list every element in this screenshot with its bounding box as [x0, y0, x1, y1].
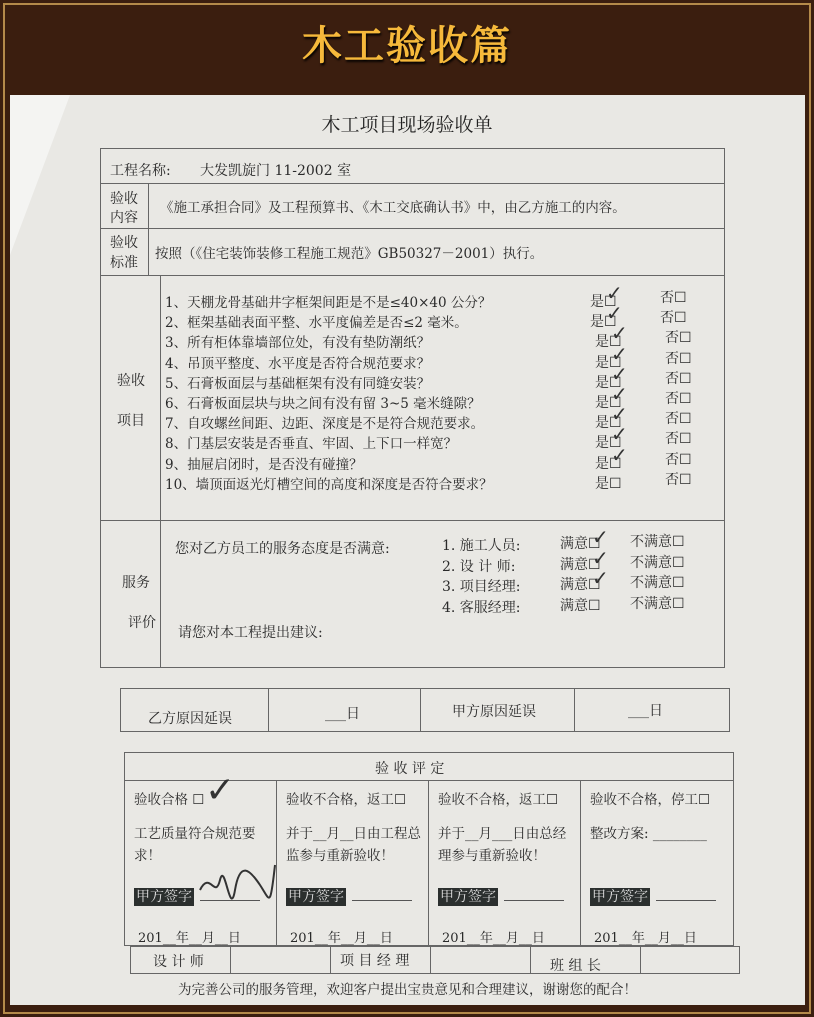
handwritten-signature — [190, 860, 280, 930]
no-checkbox[interactable]: 否☐ — [665, 350, 692, 367]
evaluation-title: 验 收 评 定 — [375, 761, 445, 777]
service-role: 1. 施工人员: — [442, 538, 521, 554]
service-question: 您对乙方员工的服务态度是否满意: — [175, 541, 390, 557]
standard-text: 按照（《住宅装饰装修工程施工规范》GB50327－2001）执行。 — [155, 246, 544, 262]
yes-checkbox[interactable]: 是☐ — [595, 334, 622, 351]
no-checkbox[interactable]: 否☐ — [665, 451, 692, 468]
items-label: 验收 — [117, 373, 145, 389]
roles-row — [130, 946, 740, 974]
yes-checkbox[interactable]: 是☐ — [595, 374, 622, 391]
checklist-item: 4、吊顶平整度、水平度是否符合规范要求？ — [165, 355, 431, 372]
content-label-2: 内容 — [110, 210, 138, 226]
party-a-signature-label: 甲方签字 — [440, 889, 496, 905]
unsatisfied-checkbox[interactable]: 不满意☐ — [630, 575, 685, 591]
no-checkbox[interactable]: 否☐ — [665, 330, 692, 347]
no-checkbox[interactable]: 否☐ — [665, 431, 692, 448]
party-a-signature-label: 甲方签字 — [592, 889, 648, 905]
items-label-2: 项目 — [117, 413, 145, 429]
check-mark-icon: ✓ — [592, 566, 609, 590]
evaluation-date: 201__年__月__日 — [138, 931, 241, 946]
evaluation-option[interactable]: 验收不合格，停工☐ — [590, 792, 711, 808]
yes-checkbox[interactable]: 是☐ — [595, 455, 622, 472]
checklist-item: 2、框架基础表面平整、水平度偏差是否≤2 毫米。 — [165, 315, 468, 332]
evaluation-date: 201__年__月__日 — [594, 931, 697, 946]
check-mark-icon: ✓ — [205, 770, 236, 811]
checklist-item: 5、石膏板面层与基础框架有没有同缝安装？ — [165, 375, 431, 392]
no-checkbox[interactable]: 否☐ — [665, 471, 692, 488]
content-text: 《施工承担合同》及工程预算书、《木工交底确认书》中，由乙方施工的内容。 — [160, 200, 626, 216]
project-label: 工程名称: — [110, 163, 171, 179]
check-mark-icon: ✓ — [606, 281, 623, 305]
standard-label: 验收 — [110, 235, 138, 251]
evaluation-option[interactable]: 验收不合格，返工☐ — [286, 792, 407, 808]
check-mark-icon: ✓ — [611, 402, 628, 427]
party-b-delay-days[interactable]: ___日 — [325, 706, 360, 722]
content-label: 验收 — [110, 191, 138, 207]
check-mark-icon: ✓ — [611, 422, 628, 447]
no-checkbox[interactable]: 否☐ — [665, 411, 692, 428]
check-mark-icon: ✓ — [611, 361, 628, 386]
satisfied-checkbox[interactable]: 满意☐ — [560, 556, 601, 573]
checklist-item: 7、自攻螺丝间距、边距、深度是不是符合规范要求。 — [165, 416, 485, 433]
satisfied-checkbox[interactable]: 满意☐ — [560, 597, 601, 614]
party-a-signature-label: 甲方签字 — [136, 889, 192, 905]
party-a-delay-label: 甲方原因延误 — [452, 704, 536, 720]
party-a-signature-label: 甲方签字 — [288, 889, 344, 905]
satisfied-checkbox[interactable]: 满意☐ — [560, 536, 601, 552]
no-checkbox[interactable]: 否☐ — [660, 290, 687, 306]
footer-note: 为完善公司的服务管理，欢迎客户提出宝贵意见和合理建议，谢谢您的配合！ — [178, 982, 637, 998]
yes-checkbox[interactable]: 是☐ — [595, 435, 622, 452]
service-role: 3. 项目经理: — [442, 579, 521, 595]
service-label-2: 评价 — [128, 615, 156, 631]
checklist-item: 10、墙顶面返光灯槽空间的高度和深度是否符合要求？ — [165, 476, 493, 493]
service-role: 4. 客服经理: — [442, 599, 521, 616]
banner-title: 木工验收篇 — [302, 23, 512, 69]
suggestion-prompt: 请您对本工程提出建议: — [178, 625, 323, 641]
checklist-item: 1、天棚龙骨基础井字框架间距是不是≤40×40 公分？ — [165, 295, 492, 311]
designer-label: 设 计 师 — [153, 954, 204, 970]
project-name: 大发凯旋门 11-2002 室 — [200, 163, 352, 179]
unsatisfied-checkbox[interactable]: 不满意☐ — [630, 534, 685, 550]
yes-checkbox[interactable]: 是☐ — [590, 314, 617, 331]
unsatisfied-checkbox[interactable]: 不满意☐ — [630, 554, 685, 571]
yes-checkbox[interactable]: 是☐ — [595, 475, 622, 492]
document-title: 木工项目现场验收单 — [321, 114, 493, 136]
check-mark-icon: ✓ — [611, 321, 628, 346]
checklist-item: 8、门基层安装是否垂直、牢固、上下口一样宽？ — [165, 436, 458, 453]
evaluation-date: 201__年__月__日 — [442, 931, 545, 946]
check-mark-icon: ✓ — [611, 382, 628, 406]
checklist-item: 3、所有柜体靠墙部位处，有没有垫防潮纸？ — [165, 335, 431, 352]
checklist-item: 6、石膏板面层块与块之间有没有留 3~5 毫米缝隙？ — [165, 396, 481, 412]
no-checkbox[interactable]: 否☐ — [665, 391, 692, 407]
evaluation-note: 并于__月__日由工程总监参与重新验收！ — [286, 826, 421, 864]
no-checkbox[interactable]: 否☐ — [660, 310, 687, 327]
party-b-delay-label: 乙方原因延误 — [148, 711, 232, 727]
evaluation-option[interactable]: 验收合格 ☐ — [134, 792, 205, 808]
standard-label-2: 标准 — [110, 255, 138, 271]
yes-checkbox[interactable]: 是☐ — [595, 395, 622, 411]
check-mark-icon: ✓ — [611, 341, 628, 366]
unsatisfied-checkbox[interactable]: 不满意☐ — [630, 595, 685, 612]
no-checkbox[interactable]: 否☐ — [665, 370, 692, 387]
pm-label: 项 目 经 理 — [340, 953, 410, 969]
evaluation-note: 整改方案: ________ — [590, 826, 707, 842]
evaluation-note: 并于__月___日由总经理参与重新验收！ — [438, 826, 567, 864]
check-mark-icon: ✓ — [592, 545, 609, 570]
evaluation-note: 工艺质量符合规范要求！ — [134, 826, 256, 864]
evaluation-date: 201__年__月__日 — [290, 931, 393, 946]
yes-checkbox[interactable]: 是☐ — [590, 294, 617, 310]
yes-checkbox[interactable]: 是☐ — [595, 354, 622, 371]
satisfied-checkbox[interactable]: 满意☐ — [560, 577, 601, 593]
yes-checkbox[interactable]: 是☐ — [595, 415, 622, 432]
service-role: 2. 设 计 师: — [442, 558, 516, 575]
party-a-delay-days[interactable]: ___日 — [628, 703, 663, 719]
service-label: 服务 — [122, 575, 150, 591]
checklist-item: 9、抽屉启闭时，是否没有碰撞？ — [165, 456, 363, 473]
team-leader-label: 班 组 长 — [550, 958, 601, 974]
check-mark-icon: ✓ — [606, 301, 623, 326]
evaluation-option[interactable]: 验收不合格，返工☐ — [438, 792, 559, 808]
check-mark-icon: ✓ — [611, 442, 628, 467]
check-mark-icon: ✓ — [592, 525, 609, 549]
